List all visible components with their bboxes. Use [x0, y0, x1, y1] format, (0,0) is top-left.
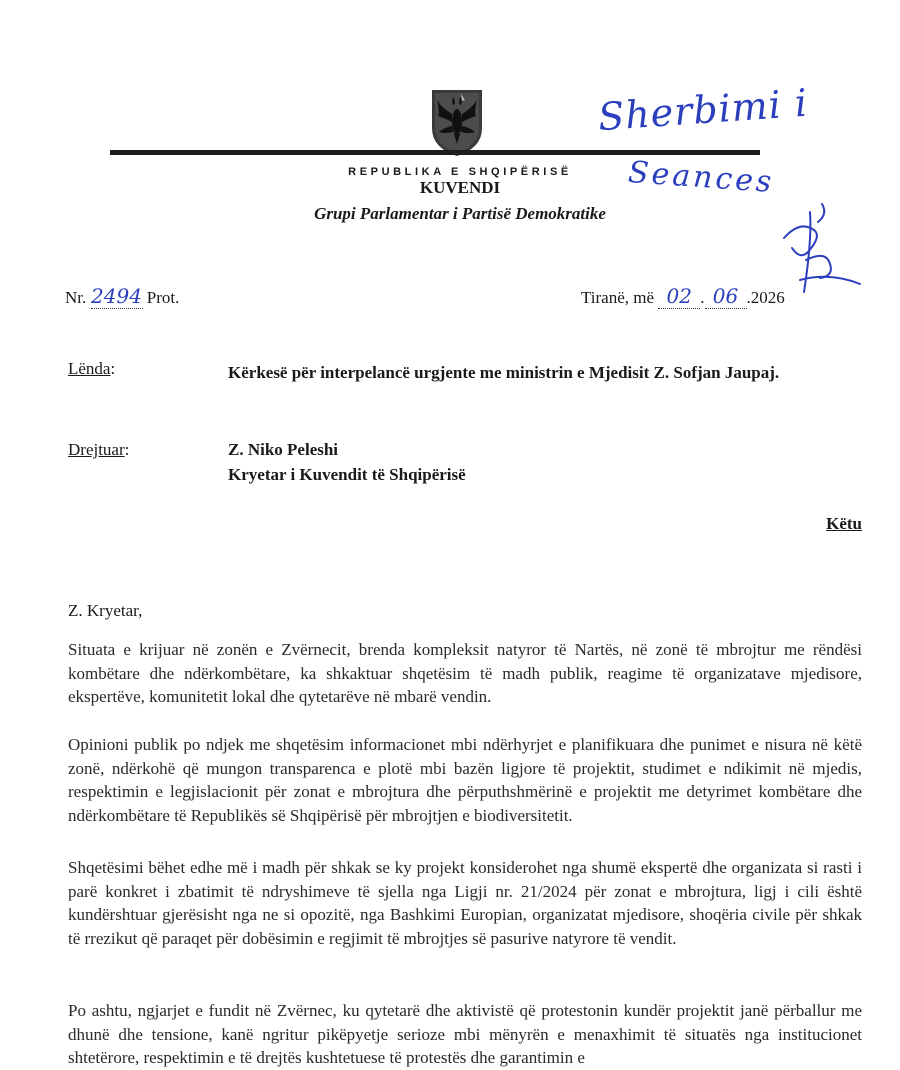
date-prefix: Tiranë, më [581, 288, 655, 307]
albanian-eagle-emblem-icon [428, 88, 486, 158]
addressee-label: Drejtuar [68, 440, 125, 459]
header-rule [110, 150, 760, 155]
date-day: 02 [666, 284, 692, 308]
subject-colon: : [110, 359, 116, 378]
assembly-heading: KUVENDI [419, 178, 501, 197]
addressee-label-group [68, 440, 129, 460]
date-day-field [658, 284, 700, 309]
handwritten-note-line2: Seances [626, 154, 776, 201]
republic-heading: REPUBLIKA E SHQIPËRISË [348, 166, 572, 178]
addressee-title: Kryetar i Kuvendit të Shqipërisë [228, 465, 466, 484]
date-month-field [705, 284, 747, 309]
protocol-prefix: Nr. [65, 288, 87, 307]
protocol-number-line [65, 284, 179, 309]
body-paragraph: Opinioni publik po ndjek me shqetësim informacionet mbi ndërhyrjet e planifikuara dhe punimet e nisura në këtë zonë, ndërkohë që mungon transparenca e plotë mbi bazën ligjore të projektit, studimet e ndikimit në mjedis, respektimin e legjislacionit për zonat e mbrojtura dhe përputhshmërinë e projektit me detyrimet kombëtare dhe ndërkombëtare të Republikës së Shqipërisë për mbrojtjen e biodiversitetit. [68, 735, 862, 825]
addressee-location: Këtu [826, 514, 862, 533]
addressee-colon: : [124, 440, 130, 459]
subject-text: Kërkesë për interpelancë urgjente me ministrin e Mjedisit Z. Sofjan Jaupaj. [228, 363, 780, 382]
salutation: Z. Kryetar, [68, 601, 143, 620]
protocol-number: 2494 [91, 284, 142, 308]
date-month: 06 [712, 284, 739, 308]
body-paragraph: Po ashtu, ngjarjet e fundit në Zvërnec, ku qytetarë dhe aktivistë që protestonin kundër projektit janë përballur me dhunë dhe tensione, kanë ngritur pikëpyetje serioze mbi mënyrën e menaxhimit të situatës nga institucionet shtetërore, respektimin e të drejtës kushtetuese të protestës dhe garantimin e [68, 1001, 862, 1067]
handwritten-note-line1: Sherbimi i [596, 80, 810, 140]
subject-label: Lënda [68, 359, 111, 378]
date-line: Tiranë, më 02 . 06 .2026 [581, 284, 785, 308]
body-paragraph: Situata e krijuar në zonën e Zvërnecit, brenda kompleksit natyror të Nartës, në zonë të mbrojtur me rëndësi kombëtare dhe ndërkombëtare, ka shkaktuar shqetësim të madh publik, reagime të organizatave mjedisore, ekspertëve, komunitetit lokal dhe qytetarëve në mbarë vendin. [68, 640, 862, 706]
body-paragraph: Shqetësimi bëhet edhe më i madh për shkak se ky projekt konsiderohet nga shumë ekspertë dhe organizata si rasti i parë konkret i zbatimit të ndryshimeve të sjella nga Ligji nr. 21/2024 për zonat e mbrojtura, ligj i cili është kundërshtuar gjerësisht nga ne si opozitë, nga Bashkimi Europian, organizatat mjedisore, shoqëria civile për shkak të rrezikut që paraqet për dobësimin e regjimit të mbrojtjes së pasurive natyrore të vendit. [68, 858, 862, 948]
addressee-name: Z. Niko Peleshi [228, 440, 339, 459]
parliamentary-group-heading: Grupi Parlamentar i Partisë Demokratike [314, 204, 606, 223]
protocol-number-field [91, 284, 143, 309]
date-year: .2026 [746, 288, 785, 307]
protocol-suffix: Prot. [146, 288, 180, 307]
